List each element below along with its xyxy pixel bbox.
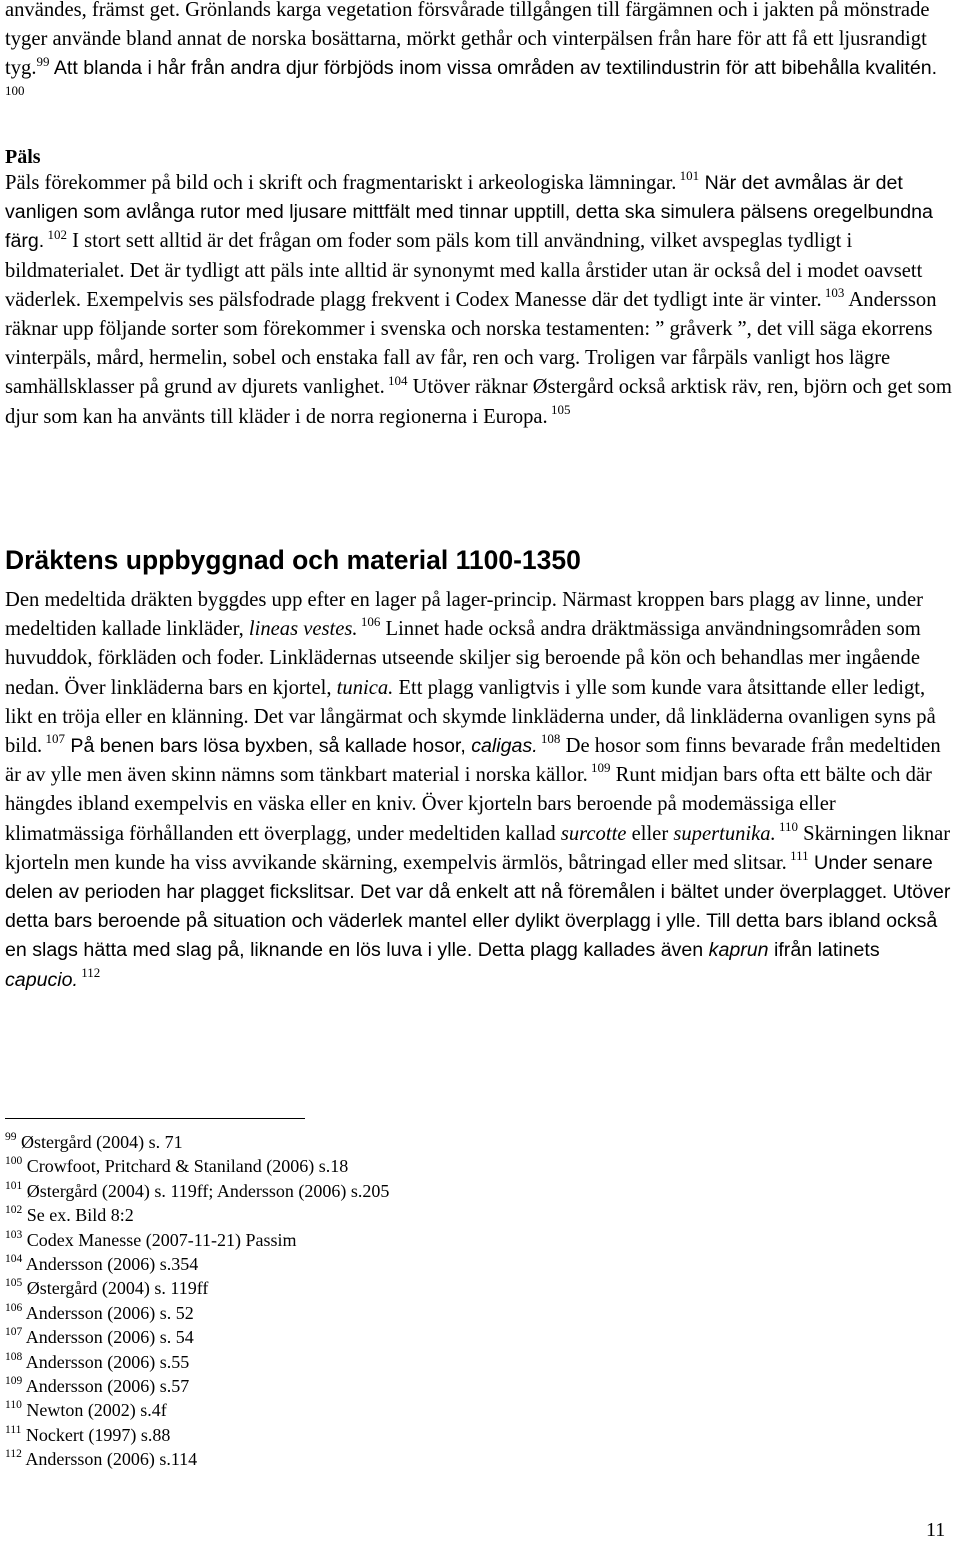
latin-term: tunica.	[336, 676, 394, 699]
document-page	[5, 0, 955, 1543]
paragraph-text: Skärningen liknar kjorteln men kunde ha viss avvikande skärning, exempelvis ärmlös, båtringad eller med slitsar.	[5, 822, 951, 874]
footnote-item	[5, 1179, 605, 1203]
footnote-ref[interactable]: 108	[537, 731, 561, 747]
paragraph-text: Att blanda i hår från andra djur förbjöds inom vissa områden av textilindustrin för att bibehålla kvalitén.	[49, 57, 938, 80]
footnote-item	[5, 1130, 605, 1154]
footnote-number: 112	[5, 1448, 22, 1461]
footnote-ref[interactable]: 111	[786, 847, 809, 863]
paragraph-main	[5, 586, 957, 995]
footnote-number: 111	[5, 1423, 22, 1436]
footnote-ref[interactable]: 100	[5, 82, 25, 98]
paragraph-intro	[5, 0, 955, 113]
footnote-text: Østergård (2004) s. 119ff; Andersson (2006) s.205	[22, 1180, 390, 1201]
paragraph-text: ifrån latinets	[768, 939, 880, 962]
paragraph-text: Den medeltida dräkten byggdes upp efter en lager på lager-princip. Närmast kroppen bars plagg av linne, under medeltiden kallade linkläder,	[5, 589, 923, 641]
footnote-item	[5, 1350, 605, 1374]
footnote-ref[interactable]: 110	[775, 818, 799, 834]
footnote-ref[interactable]: 109	[587, 760, 611, 776]
footnote-number: 108	[5, 1350, 23, 1363]
footnote-item	[5, 1374, 605, 1398]
latin-term: lineas vestes.	[248, 618, 358, 641]
footnote-item	[5, 1447, 605, 1471]
footnote-number: 105	[5, 1277, 23, 1290]
footnote-text: Andersson (2006) s.55	[22, 1351, 190, 1372]
footnote-item	[5, 1325, 605, 1349]
paragraph-text: Ett plagg vanligtvis i ylle som kunde vara åtsittande eller ledigt, likt en tröja eller en klänning. Det var långärmat och skymde linkläderna under, då linkläderna ovanligen syns på bild.	[5, 676, 936, 758]
footnote-number: 100	[5, 1155, 23, 1168]
section-heading-pals: Päls	[5, 146, 41, 168]
footnote-text: Østergård (2004) s. 71	[16, 1132, 183, 1152]
paragraph-text: Päls förekommer på bild och i skrift och fragmentariskt i arkeologiska lämningar.	[5, 172, 677, 194]
latin-term: capucio.	[5, 968, 78, 991]
footnote-item	[5, 1228, 605, 1252]
page-number: 11	[926, 1519, 946, 1541]
paragraph-text: På benen bars lösa byxben, så kallade hosor,	[64, 735, 472, 758]
footnote-number: 106	[5, 1301, 23, 1314]
footnote-ref[interactable]: 104	[384, 372, 408, 388]
footnote-ref[interactable]: 106	[357, 614, 381, 630]
footnote-number: 109	[5, 1375, 23, 1388]
footnote-item	[5, 1154, 605, 1178]
term: kaprun	[708, 939, 769, 962]
footnote-number: 110	[5, 1399, 22, 1412]
paragraph-text: När det avmålas är det vanligen som avlånga rutor med ljusare mittfält med tinnar upptill, detta ska simulera pälsens oregelbundna färg.	[5, 172, 933, 253]
footnote-item	[5, 1203, 605, 1227]
paragraph-text: I stort sett alltid är det frågan om foder som päls kom till användning, vilket avspeglas tydligt i bildmaterialet. Det är tydligt att päls inte alltid är synonymt med kalla årstider utan är också del i modet oavsett väderlek. Exempelvis ses pälsfodrade plagg frekvent i Codex Manesse där det tydligt inte är vinter.	[5, 230, 923, 311]
paragraph-pals	[5, 169, 957, 432]
footnote-ref[interactable]: 107	[42, 731, 65, 747]
paragraph-text: Andersson räknar upp följande sorter som förekommer i svenska och norska testamenten: ” gråverk ”, det vill säga ekorrens vinterpäls, mård, hermelin, sobel och enstaka fall av får, ren och varg. Troligen var fårpäls vanligt hos lägre samhällsklasser på grund av djurets vanlighet.	[5, 288, 937, 399]
footnote-text: Andersson (2006) s.354	[22, 1254, 199, 1275]
latin-term: caligas.	[471, 735, 538, 758]
footnote-number: 103	[5, 1228, 23, 1241]
footnote-item	[5, 1252, 605, 1276]
paragraph-text: Linnet hade också andra dräktmässiga användningsområden som huvuddok, förkläden och foder. Linklädernas utseende skiljer sig beroende på kön och behandlas mer ingående nedan. Över linkläderna bars en kjortel,	[5, 618, 921, 699]
footnote-text: Andersson (2006) s.114	[21, 1449, 198, 1470]
footnote-ref[interactable]: 103	[821, 284, 845, 300]
footnote-text: Andersson (2006) s. 52	[22, 1302, 194, 1323]
footnote-list	[5, 1130, 605, 1472]
paragraph-text: Utöver räknar Østergård också arktisk räv, ren, björn och get som djur som kan ha använts till kläder i de norra regionerna i Europa.	[5, 376, 952, 428]
footnote-text: Newton (2002) s.4f	[21, 1400, 167, 1421]
footnote-text: Se ex. Bild 8:2	[22, 1205, 134, 1226]
footnote-text: Nockert (1997) s.88	[21, 1424, 171, 1445]
footnote-text: Østergård (2004) s. 119ff	[22, 1278, 209, 1299]
footnote-ref[interactable]: 99	[36, 53, 50, 69]
footnote-number: 99	[5, 1131, 17, 1143]
term: surcotte	[560, 822, 627, 845]
footnote-text: Andersson (2006) s. 54	[22, 1327, 194, 1348]
footnote-text: Crowfoot, Pritchard & Staniland (2006) s.18	[22, 1156, 349, 1177]
footnote-ref[interactable]: 101	[676, 168, 700, 184]
paragraph-text: Runt midjan bars ofta ett bälte och där hängdes ibland exempelvis en väska eller en kniv. Över kjorteln bars beroende på modemässiga eller klimatmässiga förhållanden ett överplagg, under medeltiden kallad	[5, 764, 932, 845]
footnote-number: 104	[5, 1253, 23, 1266]
footnote-number: 107	[5, 1326, 23, 1339]
footnote-text: Andersson (2006) s.57	[22, 1376, 190, 1397]
footnote-item	[5, 1423, 605, 1447]
footnote-ref[interactable]: 112	[77, 964, 101, 980]
paragraph-text: användes, främst get. Grönlands karga vegetation försvårade tillgången till färgämnen och i jakten på mönstrade tyger använde bland annat de norska bosättarna, mörkt gethår och vinterpälsen från hare för att få ett ljusrandigt tyg.	[5, 0, 930, 80]
footnote-item	[5, 1301, 605, 1325]
paragraph-text: De hosor som finns bevarade från medeltiden är av ylle men även skinn nämns som tänkbart material i norska källor.	[5, 735, 941, 787]
footnote-item	[5, 1398, 605, 1422]
footnote-text: Codex Manesse (2007-11-21) Passim	[22, 1229, 297, 1250]
footnote-item	[5, 1276, 605, 1300]
footnote-ref[interactable]: 105	[547, 401, 571, 417]
footnote-ref[interactable]: 102	[44, 226, 67, 242]
footnote-number: 102	[5, 1204, 23, 1217]
section-heading-main: Dräktens uppbyggnad och material 1100-1350	[5, 545, 581, 575]
footnote-number: 101	[5, 1179, 23, 1192]
footnote-divider	[5, 1118, 305, 1119]
paragraph-text: eller	[626, 822, 674, 845]
paragraph-text: Under senare delen av perioden har plagget fickslitsar. Det var då enkelt att nå föremålen i bältet under överplagget. Utöver detta bars beroende på situation och väderlek mantel eller dylikt överplagg i ylle. Till detta bars ibland också en slags hätta med slag på, liknande en lös luva i ylle. Detta plagg kallades även	[5, 851, 951, 962]
term: supertunika.	[673, 822, 776, 845]
